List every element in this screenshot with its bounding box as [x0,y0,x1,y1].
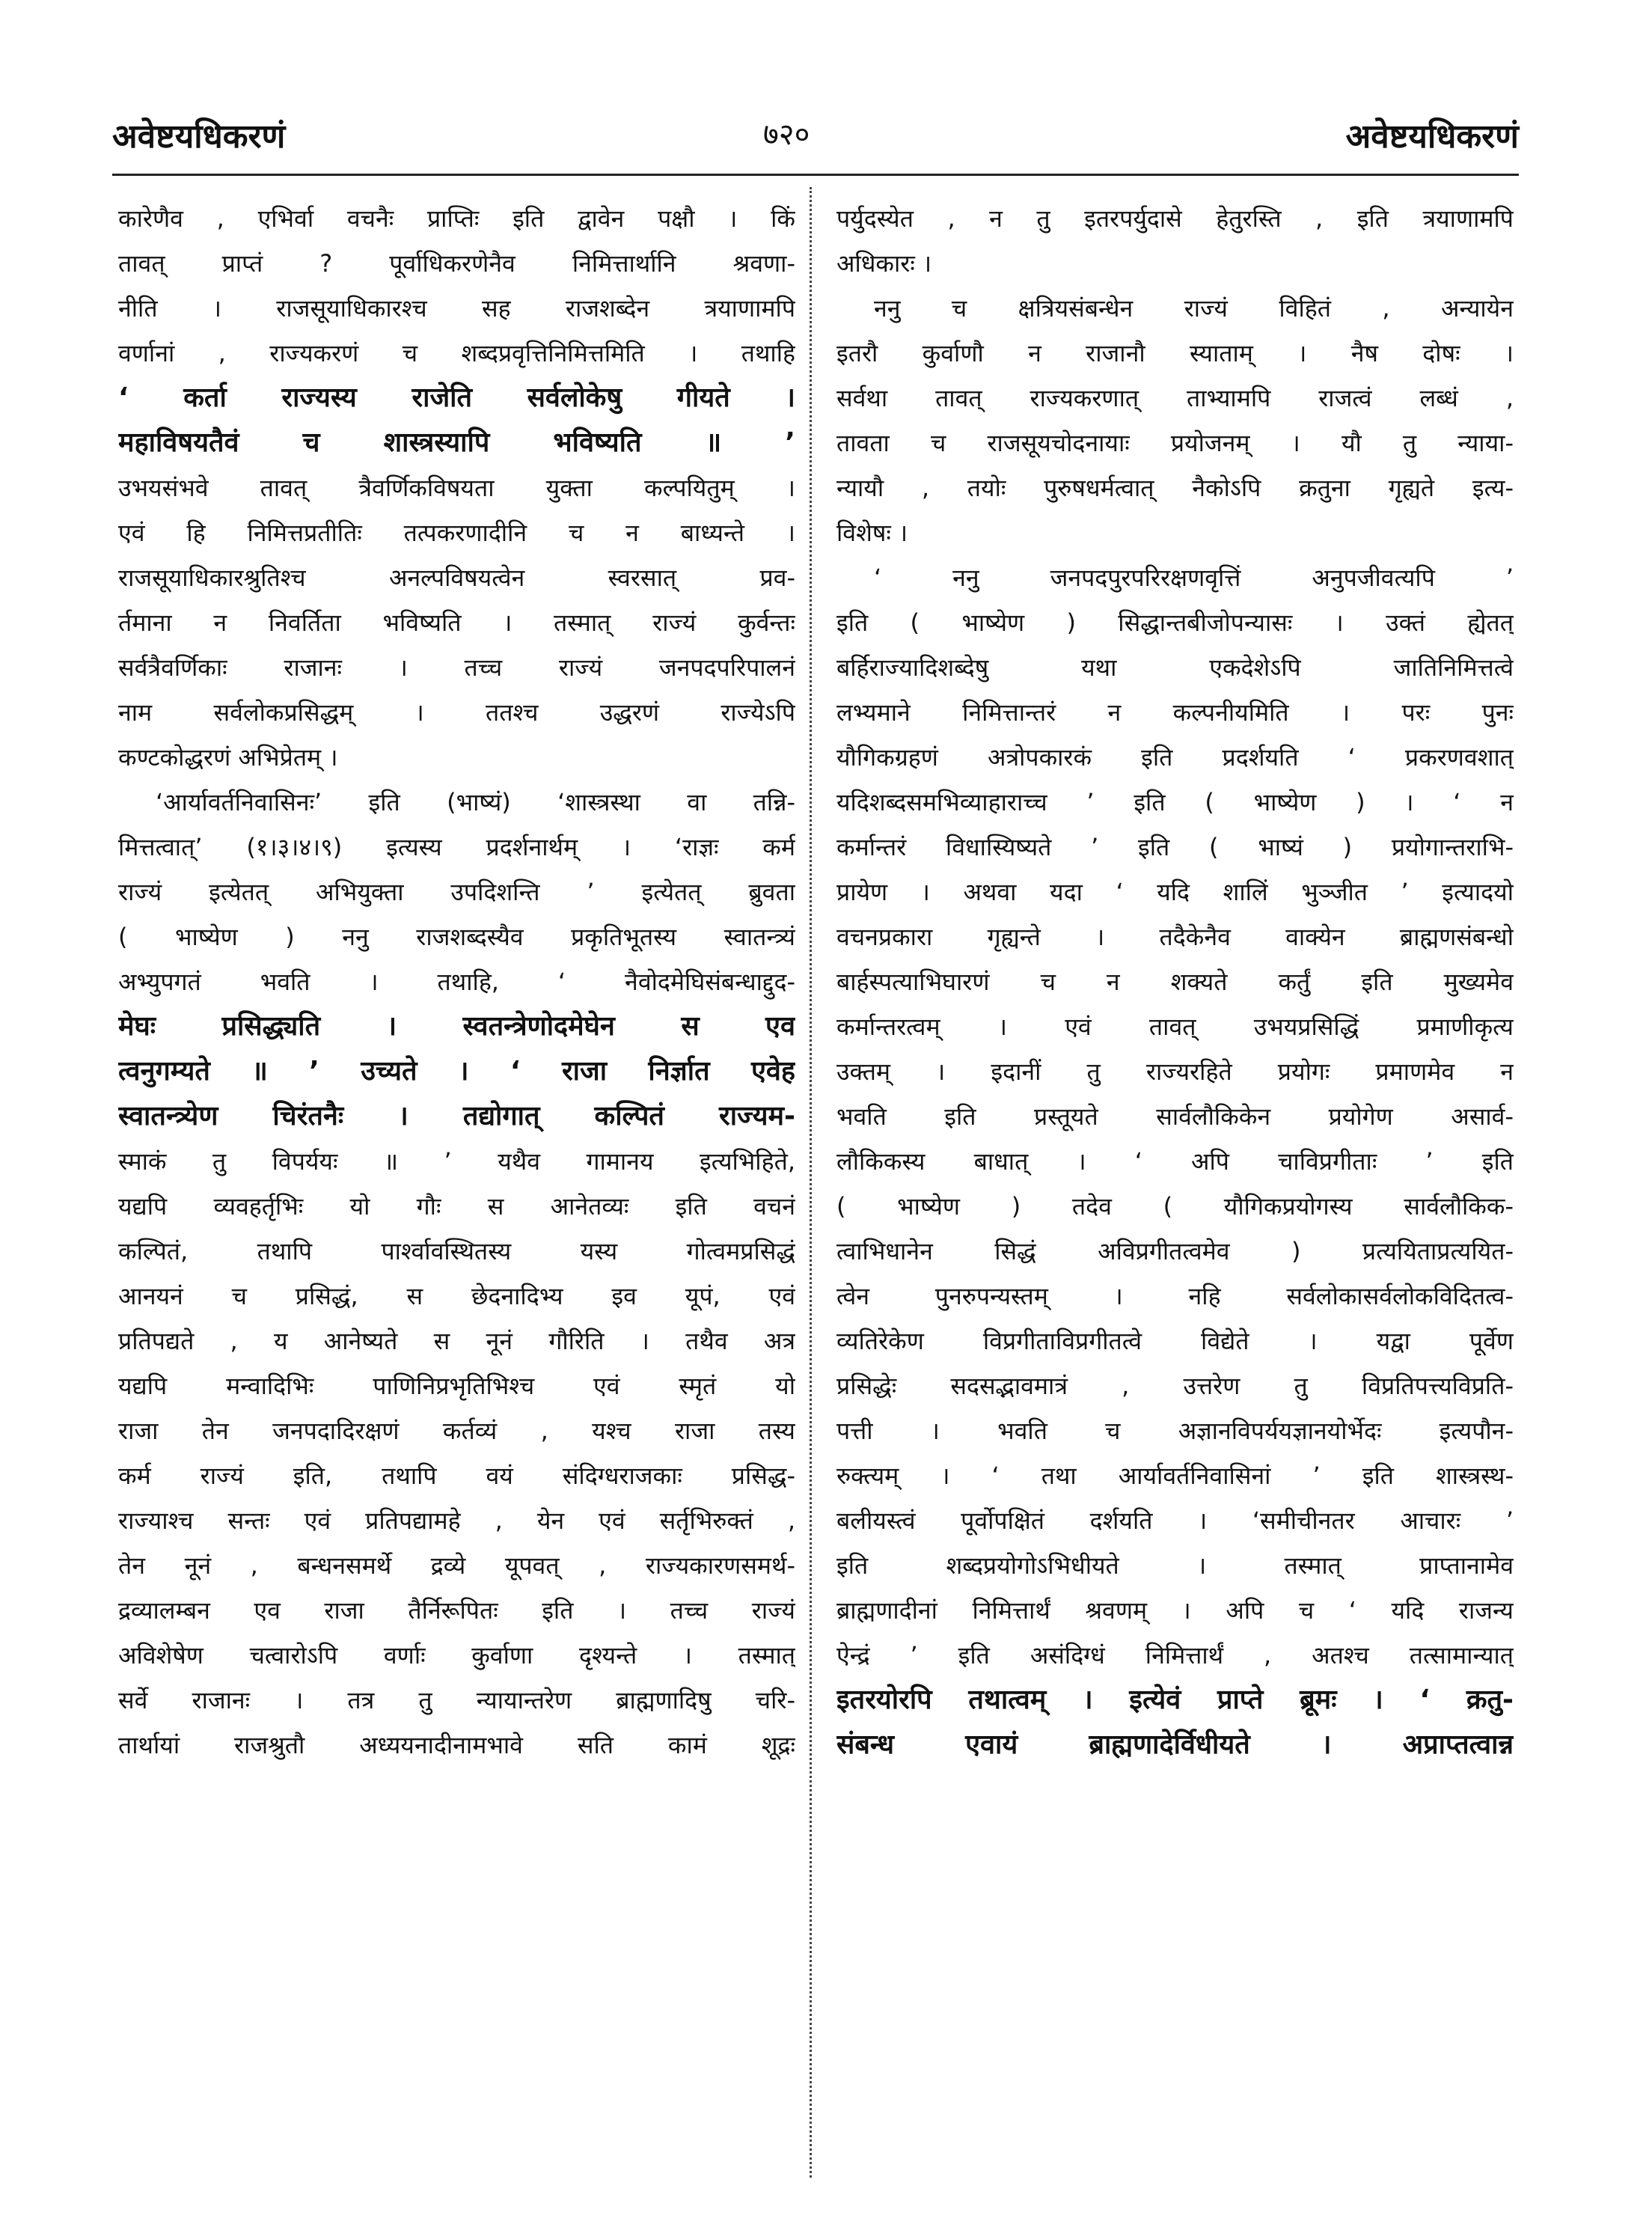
page-header [112,105,1519,165]
text-line: कल्पितं, तथापि पार्श्वावस्थितस्य यस्य गोत्वमप्रसिद्धं [118,1237,795,1265]
text-line: अविशेषेण चत्वारोऽपि वर्णाः कुर्वाणा दृश्यन्ते । तस्मात् [118,1641,795,1670]
text-line: राज्याश्च सन्तः एवं प्रतिपद्यामहे , येन एवं सर्तृभिरुक्तं , [118,1506,795,1535]
text-line: स्माकं तु विपर्ययः ॥ ’ यथैव गामानय इत्यभिहिते, [118,1147,795,1176]
text-line: कारेणैव , एभिर्वा वचनैः प्राप्तिः इति द्वावेन पक्षौ । किं [118,204,795,233]
text-line: तार्थायां राजश्रुतौ अध्ययनादीनामभावे सति कामं शूद्रः [118,1731,795,1759]
text-line: वचनप्रकारा गृह्यन्ते । तदैकेनैव वाक्येन ब्राह्मणसंबन्धो [836,923,1514,951]
text-line: कण्टकोद्धरणं अभिप्रेतम् । [118,743,338,772]
text-line: अधिकारः । [836,249,932,278]
text-line: विशेषः । [836,519,908,547]
text-line: यद्यपि मन्वादिभिः पाणिनिप्रभृतिभिश्च एवं स्मृतं यो [118,1372,795,1400]
text-line: इति ( भाष्येण ) सिद्धान्तबीजोपन्यासः । उक्तं ह्येतत् [836,608,1514,637]
text-line: तावता च राजसूयचोदनायाः प्रयोजनम् । यौ तु न्याया- [836,429,1514,457]
text-line: प्रायेण । अथवा यदा ‘ यदि शालिं भुञ्जीत ’ इत्यादयो [836,878,1514,906]
text-line: कर्म राज्यं इति, तथापि वयं संदिग्धराजकाः प्रसिद्ध- [118,1461,795,1490]
verse-line: महाविषयतैवं च शास्त्रस्यापि भविष्यति ॥ ’ [118,427,795,458]
text-line: आनयनं च प्रसिद्धं, स छेदनादिभ्य इव यूपं, एवं [118,1282,795,1310]
text-line: बर्हिराज्यादिशब्देषु यथा एकदेशेऽपि जातिनिमित्तत्वे [836,653,1514,682]
text-line: ‘ ननु जनपदपुरपरिरक्षणवृत्तिं अनुपजीवत्यपि ’ [874,563,1514,592]
text-line: इतरौ कुर्वाणौ न राजानौ स्याताम् । नैष दोषः । [836,339,1514,367]
running-title-right: अवेष्टयधिकरणं [1345,117,1519,156]
text-line: ‘आर्यावर्तनिवासिनः’ इति (भाष्यं) ‘शास्त्रस्था वा तन्नि- [156,788,795,816]
text-line: ( भाष्येण ) ननु राजशब्दस्यैव प्रकृतिभूतस्य स्वातन्त्र्यं [118,923,795,951]
text-line: उक्तम् । इदानीं तु राज्यरहिते प्रयोगः प्रमाणमेव न [836,1057,1514,1086]
text-line: भवति इति प्रस्तूयते सार्वलौकिकेन प्रयोगेण असार्व- [836,1102,1514,1131]
verse-line: त्वनुगम्यते ॥ ’ उच्यते । ‘ राजा निर्ज्ञात एवेह [118,1056,795,1087]
header-rule [112,174,1519,176]
verse-line: स्वातन्त्र्येण चिरंतनैः । तद्योगात् कल्पितं राज्यम- [118,1101,795,1131]
text-line: ननु च क्षत्रियसंबन्धेन राज्यं विहितं , अन्यायेन [874,294,1514,323]
text-line: यदिशब्दसमभिव्याहाराच्च ’ इति ( भाष्येण ) । ‘ न [836,788,1514,816]
text-line: मित्तत्वात्’ (१।३।४।९) इत्यस्य प्रदर्शनार्थम् । ‘राज्ञः कर्म [118,833,795,861]
text-line: बलीयस्त्वं पूर्वोपक्षितं दर्शयति । ‘समीचीनतर आचारः ’ [836,1506,1514,1535]
text-line: लभ्यमाने निमित्तान्तरं न कल्पनीयमिति । परः पुनः [836,698,1514,727]
text-line: पत्ती । भवति च अज्ञानविपर्ययज्ञानयोर्भेदः इत्यपौन- [836,1417,1514,1445]
text-line: व्यतिरेकेण विप्रगीताविप्रगीतत्वे विद्येते । यद्वा पूर्वेण [836,1327,1514,1355]
text-line: त्वेन पुनरुपन्यस्तम् । नहि सर्वलोकासर्वलोकविदितत्व- [836,1282,1514,1310]
text-line: यद्यपि व्यवहर्तृभिः यो गौः स आनेतव्यः इति वचनं [118,1192,795,1221]
text-line: र्तमाना न निवर्तिता भविष्यति । तस्मात् राज्यं कुर्वन्तः [118,608,795,637]
text-line: सर्वत्रैवर्णिकाः राजानः । तच्च राज्यं जनपदपरिपालनं [118,653,795,682]
text-line: राज्यं इत्येतत् अभियुक्ता उपदिशन्ति ’ इत्येतत् ब्रुवता [118,878,795,906]
text-line: एवं हि निमित्तप्रतीतिः तत्पकरणादीनि च न बाध्यन्ते । [118,519,795,547]
text-line: इतरयोरपि तथात्वम् । इत्येवं प्राप्ते ब्रूमः । ‘ क्रतु- [836,1684,1514,1715]
text-line: नीति । राजसूयाधिकारश्च सह राजशब्देन त्रयाणामपि [118,294,795,323]
text-line: ऐन्द्रं ’ इति असंदिग्धं निमित्तार्थं , अतश्च तत्सामान्यात् [836,1641,1514,1670]
page-number: ७२० [763,117,810,152]
text-line: संबन्ध एवायं ब्राह्मणादेर्विधीयते । अप्राप्तत्वान्न [836,1729,1514,1760]
text-line: वर्णानां , राज्यकरणं च शब्दप्रवृत्तिनिमित्तमिति । तथाहि [118,339,795,367]
text-line: तेन नूनं , बन्धनसमर्थे द्रव्ये यूपवत् , राज्यकारणसमर्थ- [118,1551,795,1580]
text-line: तावत् प्राप्तं ? पूर्वाधिकरणेनैव निमित्तार्थानि श्रवणा- [118,249,795,278]
text-line: राजसूयाधिकारश्रुतिश्च अनल्पविषयत्वेन स्वरसात् प्रव- [118,563,795,592]
text-line: सर्वथा तावत् राज्यकरणात् ताभ्यामपि राजत्वं लब्धं , [836,384,1514,412]
text-line: नाम सर्वलोकप्रसिद्धम् । ततश्च उद्धरणं राज्येऽपि [118,698,795,727]
text-line: प्रसिद्धेः सदसद्भावमात्रं , उत्तरेण तु विप्रतिपत्त्यविप्रति- [836,1372,1514,1400]
text-line: यौगिकग्रहणं अत्रोपकारकं इति प्रदर्शयति ‘ प्रकरणवशात् [836,743,1514,772]
text-line: राजा तेन जनपदादिरक्षणं कर्तव्यं , यश्च राजा तस्य [118,1417,795,1445]
text-line: अभ्युपगतं भवति । तथाहि, ‘ नैवोदमेघिसंबन्धाद्दुद- [118,968,795,996]
text-line: न्यायौ , तयोः पुरुषधर्मत्वात् नैकोऽपि क्रतुना गृह्यते इत्य- [836,474,1514,502]
right-column [836,196,1514,1768]
text-line: बार्हस्पत्याभिघारणं च न शक्यते कर्तुं इति मुख्यमेव [836,968,1514,996]
left-column [118,196,795,1768]
text-line: सर्वे राजानः । तत्र तु न्यायान्तरेण ब्राह्मणादिषु चरि- [118,1686,795,1714]
text-line: लौकिकस्य बाधात् । ‘ अपि चाविप्रगीताः ’ इति [836,1147,1514,1176]
text-line: कर्मान्तरत्वम् । एवं तावत् उभयप्रसिद्धिं प्रमाणीकृत्य [836,1012,1514,1041]
text-line: ब्राह्मणादीनां निमित्तार्थं श्रवणम् । अपि च ‘ यदि राजन्य [836,1596,1514,1625]
text-line: ( भाष्येण ) तदेव ( यौगिकप्रयोगस्य सार्वलौकिक- [836,1192,1514,1221]
verse-line: ‘ कर्ता राज्यस्य राजेति सर्वलोकेषु गीयते । [118,382,795,413]
verse-line: मेघः प्रसिद्ध्यति । स्वतन्त्रेणोदमेघेन स एव [118,1011,795,1042]
text-line: कर्मान्तरं विधास्यिष्यते ’ इति ( भाष्यं ) प्रयोगान्तराभि- [836,833,1514,861]
text-line: पर्युदस्येत , न तु इतरपर्युदासे हेतुरस्ति , इति त्रयाणामपि [836,204,1514,233]
text-line: रुक्त्यम् । ‘ तथा आर्यावर्तनिवासिनां ’ इति शास्त्रस्थ- [836,1461,1514,1490]
text-line: द्रव्यालम्बन एव राजा तैर्निरूपितः इति । तच्च राज्यं [118,1596,795,1625]
column-divider [810,187,813,2178]
text-line: प्रतिपद्यते , य आनेष्यते स नूनं गौरिति । तथैव अत्र [118,1327,795,1355]
text-line: उभयसंभवे तावत् त्रैवर्णिकविषयता युक्ता कल्पयितुम् । [118,474,795,502]
text-line: त्वाभिधानेन सिद्धं अविप्रगीतत्वमेव ) प्रत्ययिताप्रत्ययित- [836,1237,1514,1265]
running-title-left: अवेष्टयधिकरणं [112,117,286,156]
text-line: इति शब्दप्रयोगोऽभिधीयते । तस्मात् प्राप्तानामेव [836,1551,1514,1580]
